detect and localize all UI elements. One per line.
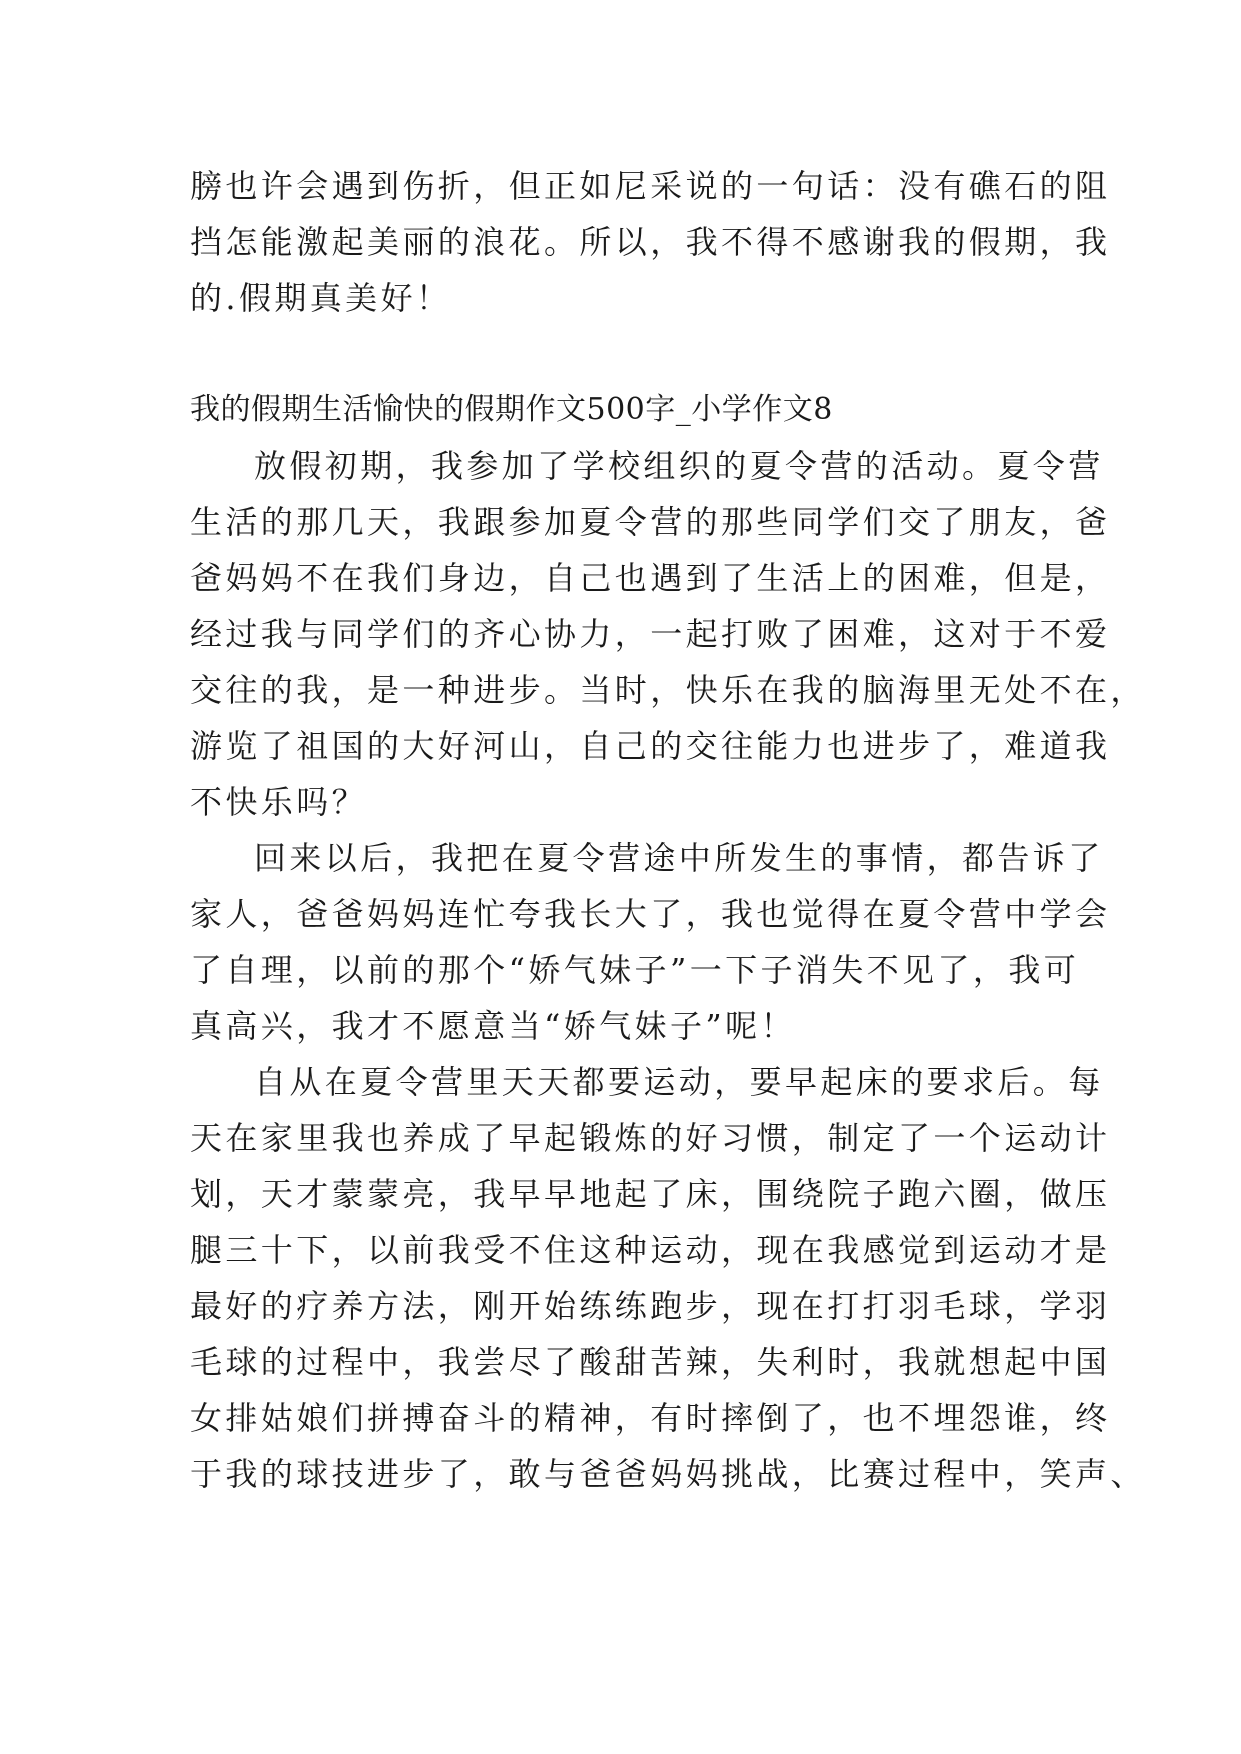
- paragraph-line: 自从在夏令营里天天都要运动，要早起床的要求后。每: [254, 1063, 1104, 1101]
- paragraph-line: 于我的球技进步了，敢与爸爸妈妈挑战，比赛过程中，笑声、: [190, 1455, 1146, 1493]
- section-heading: 我的假期生活愉快的假期作文500字_小学作文8: [190, 392, 833, 427]
- paragraph-line: 交往的我，是一种进步。当时，快乐在我的脑海里无处不在，: [190, 671, 1146, 709]
- paragraph-line: 最好的疗养方法，刚开始练练跑步，现在打打羽毛球，学羽: [190, 1287, 1111, 1325]
- paragraph-line: 经过我与同学们的齐心协力，一起打败了困难，这对于不爱: [190, 615, 1111, 653]
- intro-line: 膀也许会遇到伤折，但正如尼采说的一句话：没有礁石的阻: [190, 167, 1111, 205]
- paragraph-line: 爸妈妈不在我们身边，自己也遇到了生活上的困难，但是，: [190, 559, 1111, 597]
- intro-line: 的.假期真美好！: [190, 279, 452, 317]
- paragraph-line: 游览了祖国的大好河山，自己的交往能力也进步了，难道我: [190, 727, 1111, 765]
- paragraph-line: 划，天才蒙蒙亮，我早早地起了床，围绕院子跑六圈，做压: [190, 1175, 1111, 1213]
- paragraph-line: 家人，爸爸妈妈连忙夸我长大了，我也觉得在夏令营中学会: [190, 895, 1111, 933]
- paragraph-line: 生活的那几天，我跟参加夏令营的那些同学们交了朋友，爸: [190, 503, 1111, 541]
- paragraph-line: 了自理，以前的那个“娇气妹子”一下子消失不见了，我可: [190, 951, 1080, 989]
- paragraph-line: 回来以后，我把在夏令营途中所发生的事情，都告诉了: [254, 839, 1104, 877]
- paragraph-line: 真高兴，我才不愿意当“娇气妹子”呢！: [190, 1007, 796, 1045]
- paragraph-line: 女排姑娘们拼搏奋斗的精神，有时摔倒了，也不埋怨谁，终: [190, 1399, 1111, 1437]
- paragraph-line: 毛球的过程中，我尝尽了酸甜苦辣，失利时，我就想起中国: [190, 1343, 1111, 1381]
- intro-line: 挡怎能激起美丽的浪花。所以，我不得不感谢我的假期，我: [190, 223, 1111, 261]
- paragraph-line: 放假初期，我参加了学校组织的夏令营的活动。夏令营: [254, 447, 1104, 485]
- paragraph-line: 腿三十下，以前我受不住这种运动，现在我感觉到运动才是: [190, 1231, 1111, 1269]
- paragraph-line: 不快乐吗？: [190, 783, 368, 821]
- paragraph-line: 天在家里我也养成了早起锻炼的好习惯，制定了一个运动计: [190, 1119, 1111, 1157]
